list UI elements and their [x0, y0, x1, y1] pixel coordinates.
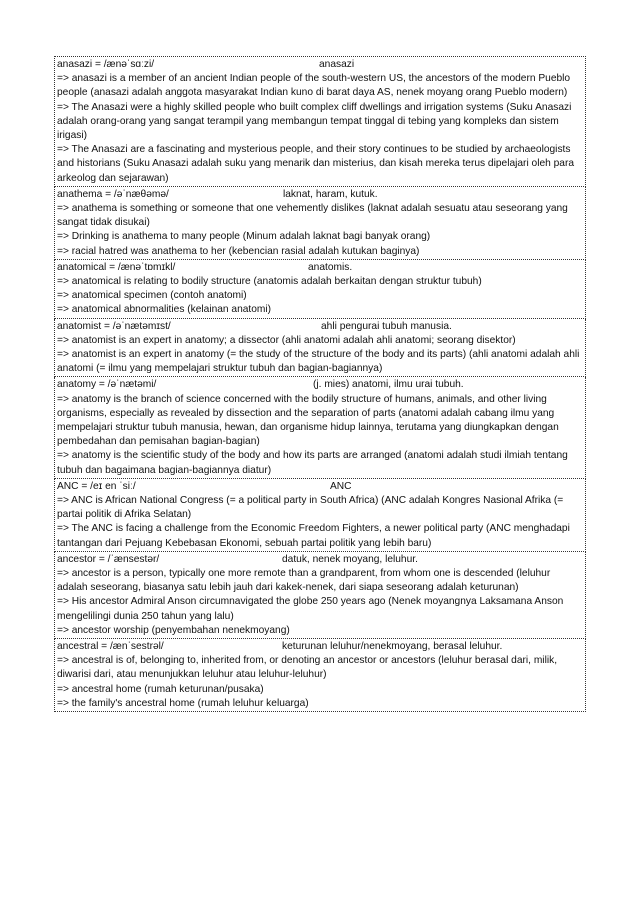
- entry-translation: datuk, nenek moyang, leluhur.: [282, 553, 418, 565]
- entry-term: anatomist = /əˈnætəmɪst/: [57, 320, 171, 332]
- entry-translation: ANC: [330, 480, 352, 492]
- entry-translation: anatomis.: [308, 261, 353, 273]
- entry-anathema: [54, 187, 586, 260]
- entry-head: [57, 188, 583, 202]
- dictionary-page: [54, 56, 586, 712]
- entry-anatomy: [54, 377, 586, 478]
- entry-line: => racial hatred was anathema to her (kebencian rasial adalah kutukan baginya): [57, 245, 420, 257]
- entry-head: [57, 640, 583, 654]
- entry-line: => anatomist is an expert in anatomy (= the study of the structure of the body and its parts) (ahli anatomi adalah ahli anatomi (= ilmu yang mempelajari struktur tubuh dan bagian-bagiannya): [57, 349, 580, 375]
- entry-line: => anatomical abnormalities (kelainan anatomi): [57, 304, 272, 316]
- entry-line: => ancestral home (rumah keturunan/pusaka): [57, 683, 264, 695]
- entry-translation: anasazi: [319, 59, 355, 70]
- entry-line: => anatomical specimen (contoh anatomi): [57, 290, 247, 302]
- entry-term: anasazi = /ænəˈsɑːzi/: [57, 59, 155, 70]
- entry-line: => anatomy is the scientific study of the body and how its parts are arranged (anatomi adalah studi ilmiah tentang tubuh dan bagaimana bagian-bagiannya diatur): [57, 450, 568, 476]
- entry-anasazi: [54, 56, 586, 187]
- entry-ancestral: [54, 639, 586, 712]
- entry-head: [57, 378, 583, 392]
- entry-anc: [54, 479, 586, 552]
- entry-line: => anasazi is a member of an ancient Indian people of the south-western US, the ancestors of the modern Pueblo people (anasazi adalah anggota masyarakat Indian kuno di barat daya AS, nenek moyang orang Pueblo modern): [57, 73, 571, 99]
- entry-term: anatomical = /ænəˈtɒmɪkl/: [57, 261, 176, 273]
- entry-line: => ancestral is of, belonging to, inherited from, or denoting an ancestor or ancestors (leluhur berasal dari, milik, diwarisi dari, atau menunjukkan leluhur atau leluhur-leluhur): [57, 655, 558, 681]
- entry-term: ancestor = /ˈænsestər/: [57, 553, 160, 565]
- entry-line: => ancestor worship (penyembahan nenekmoyang): [57, 624, 290, 636]
- entry-line: => His ancestor Admiral Anson circumnavigated the globe 250 years ago (Nenek moyangnya Laksamana Anson mengelilingi dunia 250 tahun yang lalu): [57, 596, 564, 622]
- entry-translation: laknat, haram, kutuk.: [283, 188, 378, 200]
- entry-line: => anatomist is an expert in anatomy; a dissector (ahli anatomi adalah ahli anatomi; seorang disektor): [57, 334, 516, 346]
- entry-ancestor: [54, 552, 586, 639]
- entry-line: => The Anasazi were a highly skilled people who built complex cliff dwellings and irrigation systems (Suku Anasazi adalah orang-orang yang sangat terampil yang membangun tempat tinggal di tebing yang kompleks dan sistem irigasi): [57, 101, 572, 141]
- entry-line: => anatomical is relating to bodily structure (anatomis adalah berkaitan dengan struktur tubuh): [57, 276, 482, 287]
- entry-line: => the family's ancestral home (rumah leluhur keluarga): [57, 697, 309, 709]
- entry-translation: keturunan leluhur/nenekmoyang, berasal leluhur.: [282, 641, 503, 653]
- entry-line: => ancestor is a person, typically one more remote than a grandparent, from whom one is descended (leluhur adalah seseorang, biasanya satu lebih jauh dari kakek-nenek, dari siapa seseorang adalah keturunan): [57, 568, 551, 594]
- entry-line: => Drinking is anathema to many people (Minum adalah laknat bagi banyak orang): [57, 231, 431, 243]
- entry-line: => The ANC is facing a challenge from the Economic Freedom Fighters, a newer political party (ANC menghadapi tantangan dari Pejuang Kebebasan Ekonomi, sebuah partai politik yang lebih baru): [57, 523, 570, 549]
- entry-anatomist: [54, 319, 586, 378]
- entry-head: [57, 261, 583, 275]
- entry-head: [57, 553, 583, 567]
- entry-anatomical: [54, 260, 586, 319]
- entry-term: anathema = /əˈnæθəmə/: [57, 188, 169, 200]
- entry-term: ANC = /eɪ en ˈsiː/: [57, 480, 136, 492]
- entry-head: [57, 320, 583, 334]
- entry-translation: ahli pengurai tubuh manusia.: [321, 320, 452, 332]
- entry-line: => anatomy is the branch of science concerned with the bodily structure of humans, animals, and other living organisms, especially as revealed by dissection and the separation of parts (anatomi adalah cabang ilmu yang mempelajari struktur tubuh manusia, hewan, dan organisme hidup lainnya, terutama yang diungkapkan dengan pembedahan dan pemisahan bagian-bagian): [57, 393, 559, 448]
- entry-line: => ANC is African National Congress (= a political party in South Africa) (ANC adalah Kongres Nasional Afrika (= partai politik di Afrika Selatan): [57, 495, 564, 521]
- entry-line: => The Anasazi are a fascinating and mysterious people, and their story continues to be studied by archaeologists and historians (Suku Anasazi adalah suku yang menarik dan misterius, dan kisah mereka terus dipelajari oleh para arkeolog dan sejarawan): [57, 144, 575, 184]
- entry-term: ancestral = /ænˈsestrəl/: [57, 641, 164, 653]
- entry-line: => anathema is something or someone that one vehemently dislikes (laknat adalah sesuatu atau seseorang yang sangat tidak disukai): [57, 203, 568, 229]
- entry-term: anatomy = /əˈnætəmi/: [57, 379, 157, 391]
- entry-head: [57, 480, 583, 494]
- entry-translation: (j. mies) anatomi, ilmu urai tubuh.: [313, 379, 464, 391]
- entry-head: [57, 58, 583, 72]
